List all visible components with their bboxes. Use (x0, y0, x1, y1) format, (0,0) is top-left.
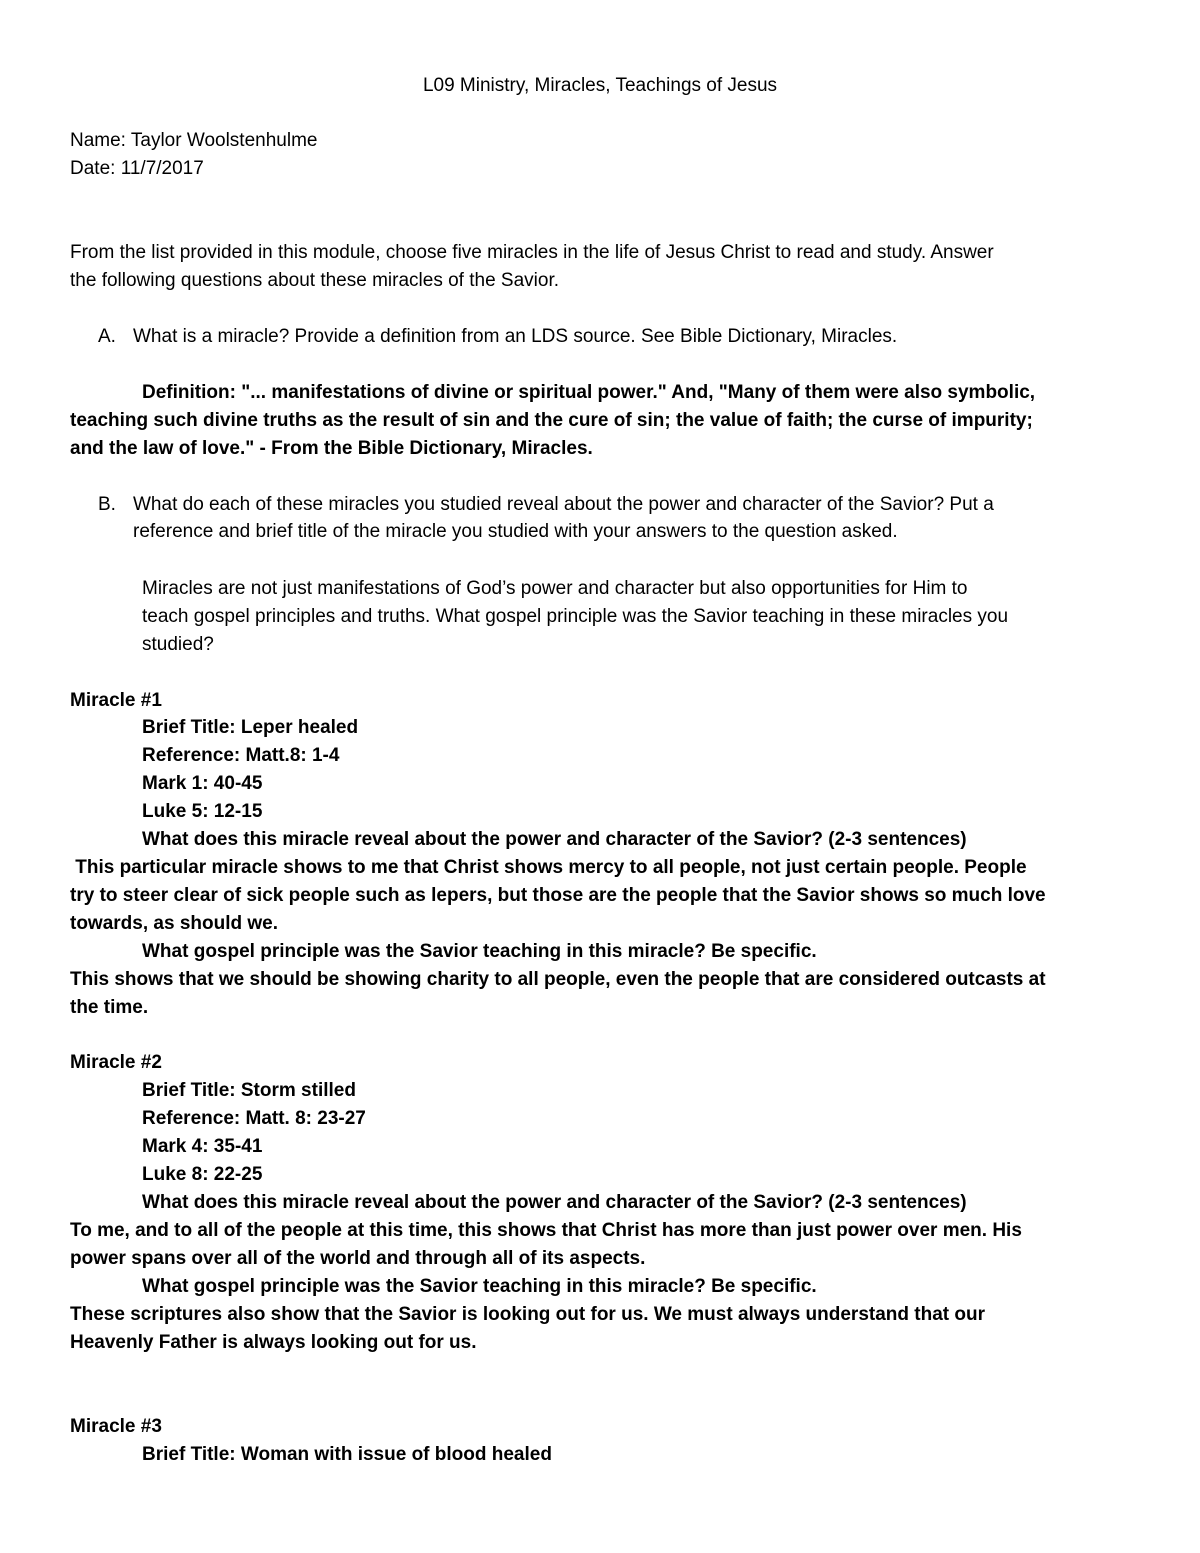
intro-line: From the list provided in this module, choose five miracles in the life of Jesus Christ to read and study. Answer (70, 242, 994, 263)
miracle-answer: towards, as should we. (70, 913, 278, 934)
miracle-answer: These scriptures also show that the Savior is looking out for us. We must always understand that our (70, 1304, 985, 1325)
miracle-question: What gospel principle was the Savior teaching in this miracle? Be specific. (142, 941, 817, 962)
miracle-reference: Luke 8: 22-25 (142, 1164, 263, 1185)
definition-line: Definition: "... manifestations of divine or spiritual power." And, "Many of them were also symbolic, (142, 382, 1036, 403)
miracle-reference: Mark 1: 40-45 (142, 773, 263, 794)
miracle-heading: Miracle #3 (70, 1416, 162, 1437)
miracle-answer: Heavenly Father is always looking out for us. (70, 1332, 477, 1353)
miracle-answer: try to steer clear of sick people such as lepers, but those are the people that the Savior shows so much love (70, 885, 1046, 906)
miracle-reference: Luke 5: 12-15 (142, 801, 263, 822)
miracle-heading: Miracle #2 (70, 1052, 162, 1073)
list-marker-b: B. (98, 494, 116, 515)
intro-line: the following questions about these miracles of the Savior. (70, 270, 560, 291)
question-b-followup: teach gospel principles and truths. What gospel principle was the Savior teaching in these miracles you (142, 606, 1009, 627)
question-b-text: What do each of these miracles you studied reveal about the power and character of the Savior? Put a (133, 494, 994, 515)
miracle-answer: This shows that we should be showing charity to all people, even the people that are considered outcasts at (70, 969, 1046, 990)
document-title: L09 Ministry, Miracles, Teachings of Jesus (422, 75, 778, 96)
miracle-title: Brief Title: Storm stilled (142, 1080, 356, 1101)
miracle-question: What gospel principle was the Savior teaching in this miracle? Be specific. (142, 1276, 817, 1297)
miracle-reference: Reference: Matt.8: 1-4 (142, 745, 340, 766)
question-b-followup: Miracles are not just manifestations of God’s power and character but also opportunities for Him to (142, 578, 968, 599)
definition-line: teaching such divine truths as the result of sin and the cure of sin; the value of faith; the curse of impurity; (70, 410, 1033, 431)
miracle-reference: Mark 4: 35-41 (142, 1136, 263, 1157)
list-marker-a: A. (98, 326, 116, 347)
miracle-answer: the time. (70, 997, 149, 1018)
miracle-answer: power spans over all of the world and through all of its aspects. (70, 1248, 646, 1269)
definition-line: and the law of love." - From the Bible Dictionary, Miracles. (70, 438, 593, 459)
miracle-reference: Reference: Matt. 8: 23-27 (142, 1108, 366, 1129)
miracle-question: What does this miracle reveal about the power and character of the Savior? (2-3 sentences) (142, 1192, 967, 1213)
question-b-text: reference and brief title of the miracle you studied with your answers to the question asked. (133, 521, 898, 542)
miracle-answer: This particular miracle shows to me that Christ shows mercy to all people, not just certain people. People (70, 857, 1027, 878)
miracle-title: Brief Title: Woman with issue of blood healed (142, 1444, 552, 1465)
miracle-answer: To me, and to all of the people at this time, this shows that Christ has more than just power over men. His (70, 1220, 1022, 1241)
question-a-text: What is a miracle? Provide a definition from an LDS source. See Bible Dictionary, Miracles. (133, 326, 898, 347)
miracle-title: Brief Title: Leper healed (142, 717, 359, 738)
miracle-heading: Miracle #1 (70, 690, 162, 711)
name-line: Name: Taylor Woolstenhulme (70, 130, 318, 151)
date-line: Date: 11/7/2017 (70, 158, 204, 179)
question-b-followup: studied? (142, 634, 214, 655)
miracle-question: What does this miracle reveal about the power and character of the Savior? (2-3 sentences) (142, 829, 967, 850)
